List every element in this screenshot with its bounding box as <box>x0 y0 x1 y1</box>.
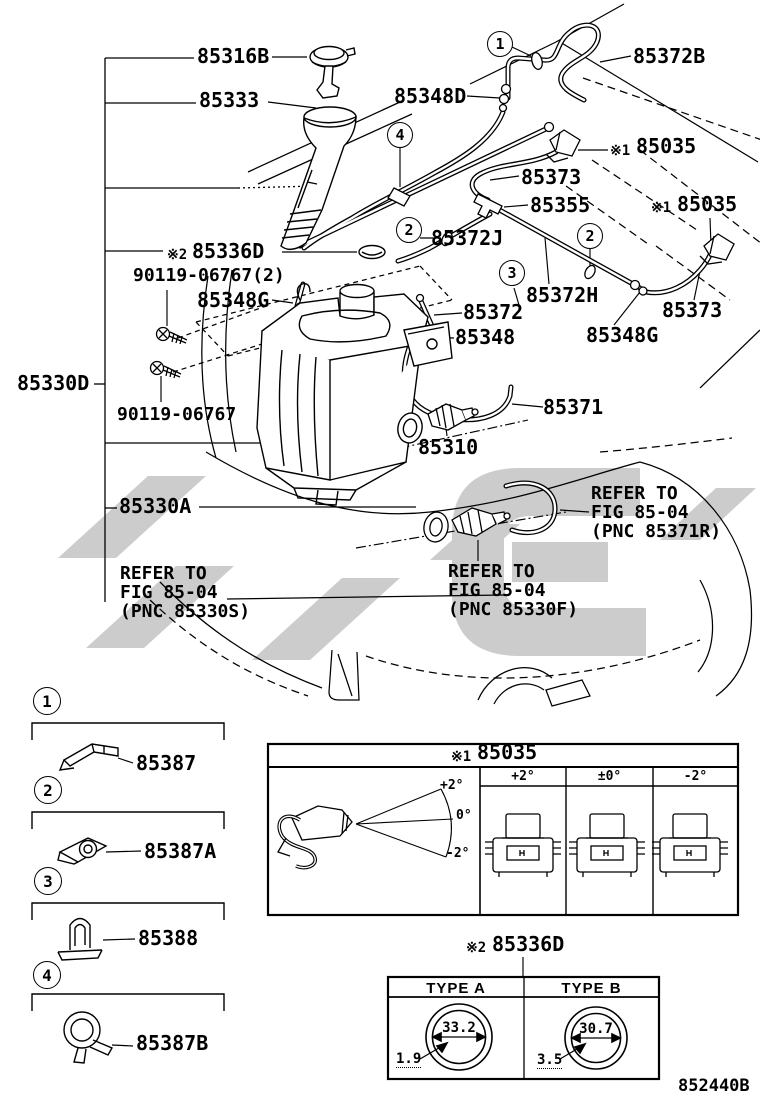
part-label-85310: 85310 <box>418 435 479 459</box>
refer-line: REFER TO <box>591 483 678 504</box>
type-a-diameter: 33.2 <box>442 1020 476 1036</box>
part-label-85348: 85348 <box>455 325 516 349</box>
type-b-diameter: 30.7 <box>579 1021 613 1037</box>
type-a-header: TYPE A <box>426 980 486 997</box>
legend-part-85387b: 85387B <box>136 1031 209 1055</box>
refer-note-85330f <box>448 562 578 619</box>
spray-angle-up: +2° <box>440 778 464 793</box>
washer-pump-85310 <box>428 404 478 430</box>
refer-line: (PNC 85330F) <box>448 599 579 620</box>
part-label-85330a: 85330A <box>119 494 192 518</box>
nozzle-front-views <box>485 814 728 877</box>
figure-code: 852440B <box>678 1076 750 1096</box>
legend-balloon-4: 4 <box>33 961 61 989</box>
spray-angle-fan <box>356 789 453 857</box>
refer-line: (PNC 85330S) <box>120 601 251 622</box>
clip-85387a-drawing <box>58 838 106 864</box>
mounting-screw-2 <box>151 362 182 379</box>
part-label-85373-front: 85373 <box>521 165 582 189</box>
clip-2-right <box>583 264 598 281</box>
part-label-85316b: 85316B <box>197 44 270 68</box>
part-label-85371: 85371 <box>543 395 604 419</box>
type-b-thickness: 3.5 <box>537 1052 563 1068</box>
nozzle-side-view <box>278 806 352 868</box>
part-label-85035-cowl: 85035 <box>677 192 738 216</box>
legend-balloon-2: 2 <box>34 776 62 804</box>
part-label-85373-rear: 85373 <box>662 298 723 322</box>
legend-part-85387a: 85387A <box>144 839 217 863</box>
refer-line: REFER TO <box>120 563 207 584</box>
part-label-85336d: 85336D <box>192 239 265 263</box>
note-mark-1b: ※1 <box>651 200 672 216</box>
part-label-85372b: 85372B <box>633 44 706 68</box>
balloon-2-hose-clip-right: 2 <box>577 223 603 249</box>
refer-note-85371r <box>591 484 721 541</box>
part-label-85372: 85372 <box>463 300 524 324</box>
refer-line: FIG 85-04 <box>591 502 689 523</box>
grommet-table-note: ※2 <box>466 940 487 956</box>
clip-85388-drawing <box>58 919 102 961</box>
balloon-2-hose-clip-left: 2 <box>396 217 422 243</box>
part-label-90119-06767-2: 90119-06767(2) <box>133 265 285 286</box>
nozzle-table-title: 85035 <box>477 740 538 764</box>
refer-line: FIG 85-04 <box>448 580 546 601</box>
part-label-85333: 85333 <box>199 88 260 112</box>
spray-angle-down: -2° <box>446 846 470 861</box>
refer-line: FIG 85-04 <box>120 582 218 603</box>
grommet-table-title: 85336D <box>492 932 565 956</box>
refer-note-85330s <box>120 564 250 621</box>
refer-line: REFER TO <box>448 561 535 582</box>
part-label-85348g-right: 85348G <box>586 323 659 347</box>
washer-nozzle-front <box>546 130 580 162</box>
part-label-85355: 85355 <box>530 193 591 217</box>
note-mark-2a: ※2 <box>167 247 188 263</box>
type-a-thickness: 1.9 <box>396 1051 422 1067</box>
refer-line: (PNC 85371R) <box>591 521 722 542</box>
legend-balloon-3: 3 <box>34 867 62 895</box>
part-label-85348g-left: 85348G <box>197 288 270 312</box>
washer-jar-drawing <box>257 284 452 505</box>
spray-angle-mid: 0° <box>456 808 472 823</box>
part-label-85372j: 85372J <box>431 226 504 250</box>
balloon-3-hose-clip: 3 <box>499 260 525 286</box>
clip-1-on-hose <box>530 52 544 71</box>
balloon-4-hose-clip: 4 <box>387 122 413 148</box>
type-a-ring <box>420 1004 492 1070</box>
nozzle-col-plus2: +2° <box>511 769 535 784</box>
type-b-ring <box>560 1007 627 1069</box>
clip-85387-drawing <box>60 744 118 770</box>
part-label-85348d: 85348D <box>394 84 467 108</box>
legend-balloon-1: 1 <box>33 687 61 715</box>
balloon-1-hose-clip: 1 <box>487 31 513 57</box>
part-label-85372h: 85372H <box>526 283 599 307</box>
clip-85387b-drawing <box>64 1012 112 1063</box>
legend-part-85387: 85387 <box>136 751 197 775</box>
legend-part-85388: 85388 <box>138 926 199 950</box>
type-b-header: TYPE B <box>561 980 622 997</box>
note-mark-1a: ※1 <box>610 143 631 159</box>
nozzle-col-minus2: -2° <box>683 769 708 784</box>
part-label-85035-hood: 85035 <box>636 134 697 158</box>
nozzle-col-zero: ±0° <box>597 769 622 784</box>
part-label-85330d: 85330D <box>17 371 90 395</box>
nozzle-table-note: ※1 <box>451 749 472 765</box>
part-label-90119-06767: 90119-06767 <box>117 404 237 425</box>
